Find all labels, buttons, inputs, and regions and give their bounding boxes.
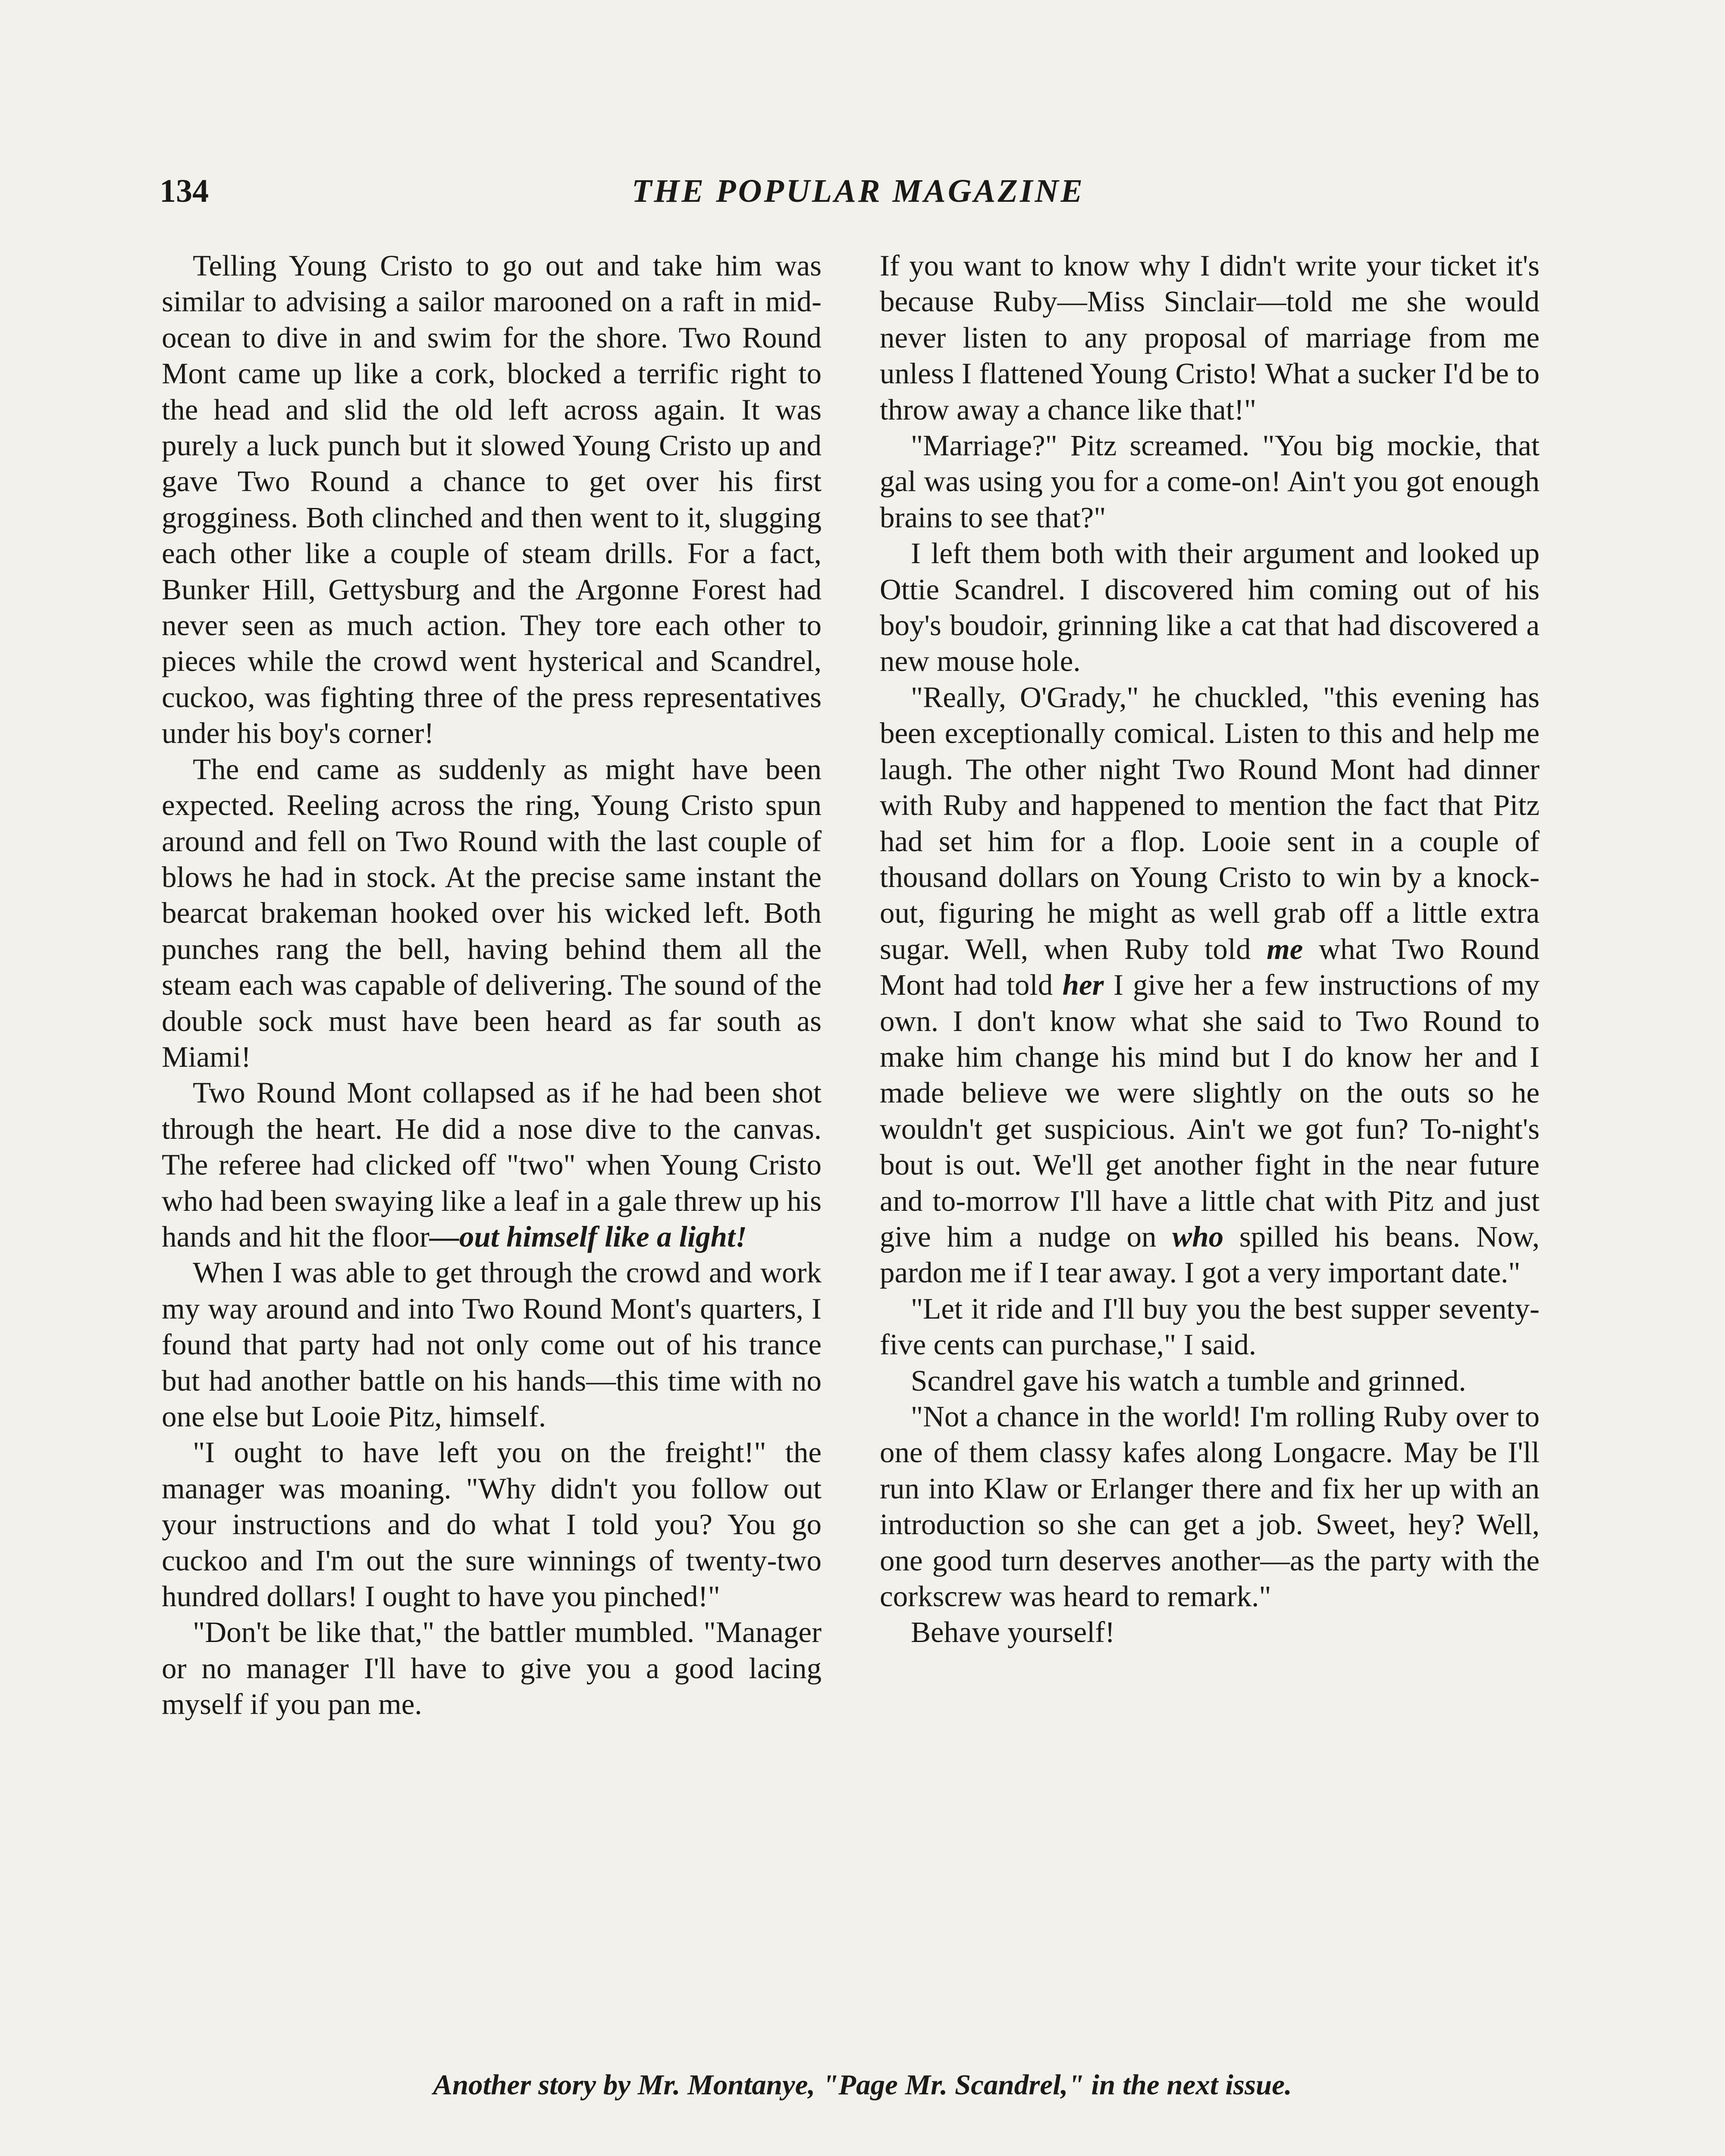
- magazine-title: THE POPULAR MAGAZINE: [631, 173, 1085, 209]
- next-issue-note: Another story by Mr. Montanye, "Page Mr. Scandrel," in the next issue.: [433, 2069, 1292, 2101]
- paragraph: "Marriage?" Pitz screamed. "You big mockie, that gal was using you for a come-on! Ain't you got enough brains to see that?": [880, 429, 1540, 534]
- paragraph-text: "Really, O'Grady," he chuckled, "this evening has been exceptionally comical. Listen to this and help me laugh. The other night Two Round Mont had dinner with Ruby and happened to mention the fact that Pitz had set him for a flop. Looie sent in a couple of thousand dollars on Young Cristo to win by a knock-out, figuring he might as well grab off a little extra sugar. Well, when Ruby told: [880, 680, 1540, 965]
- paragraph-text: I give her a few instructions of my own. I don't know what she said to Two Round to make him change his mind but I do know her and I made believe we were slightly on the outs so he wouldn't get suspicious. Ain't we got fun? To-night's bout is out. We'll get another fight in the near future and to-morrow I'll have a little chat with Pitz and just give him a nudge on: [880, 968, 1540, 1253]
- text-column-left: [162, 248, 822, 1723]
- text-column-right: [880, 248, 1540, 1651]
- paragraph-text: Two Round Mont collapsed as if he had been shot through the heart. He did a nose dive to the canvas. The referee had clicked off "two" when Young Cristo who had been swaying like a leaf in a gale threw up his hands and hit the floor: [162, 1076, 822, 1253]
- paragraph-continued: If you want to know why I didn't write your ticket it's because Ruby—Miss Sinclair—told me she would never listen to any proposal of marriage from me unless I flattened Young Cristo! What a sucker I'd be to throw away a chance like that!": [880, 249, 1540, 426]
- paragraph: "Let it ride and I'll buy you the best supper seventy-five cents can purchase," I said.: [880, 1292, 1540, 1361]
- paragraph: "Don't be like that," the battler mumbled. "Manager or no manager I'll have to give you a good lacing myself if you pan me.: [162, 1616, 822, 1721]
- paragraph: "I ought to have left you on the freight!" the manager was moaning. "Why didn't you follow out your instructions and do what I told you? You go cuckoo and I'm out the sure winnings of twenty-two hundred dollars! I ought to have you pinched!": [162, 1436, 822, 1613]
- italic-phrase: —out himself like a light!: [429, 1220, 747, 1253]
- italic-word: me: [1267, 932, 1303, 965]
- page-header: [160, 167, 1557, 215]
- italic-word: her: [1062, 968, 1104, 1002]
- paragraph: [162, 1075, 822, 1255]
- paragraph: Scandrel gave his watch a tumble and grinned.: [911, 1364, 1466, 1397]
- paragraph: "Not a chance in the world! I'm rolling Ruby over to one of them classy kafes along Longacre. May be I'll run into Klaw or Erlanger there and fix her up with an introduction so she can get a job. Sweet, hey? Well, one good turn deserves another—as the party with the corkscrew was heard to remark.": [880, 1400, 1540, 1613]
- paragraph-text: what Two Round Mont had told: [880, 932, 1540, 1002]
- paragraph: The end came as suddenly as might have been expected. Reeling across the ring, Young Cristo spun around and fell on Two Round with the last couple of blows he had in stock. At the precise same instant the bearcat brakeman hooked over his wicked left. Both punches rang the bell, having behind them all the steam each was capable of delivering. The sound of the double sock must have been heard as far south as Miami!: [162, 752, 822, 1073]
- paragraph: I left them both with their argument and looked up Ottie Scandrel. I discovered him coming out of his boy's boudoir, grinning like a cat that had discovered a new mouse hole.: [880, 537, 1540, 678]
- paragraph: [880, 680, 1540, 1291]
- paragraph: When I was able to get through the crowd and work my way around and into Two Round Mont's quarters, I found that party had not only come out of his trance but had another battle on his hands—this time with no one else but Looie Pitz, himself.: [162, 1256, 822, 1433]
- paragraph: Telling Young Cristo to go out and take him was similar to advising a sailor marooned on a raft in mid-ocean to dive in and swim for the shore. Two Round Mont came up like a cork, blocked a terrific right to the head and slid the old left across again. It was purely a luck punch but it slowed Young Cristo up and gave Two Round a chance to get over his first grogginess. Both clinched and then went to it, slugging each other like a couple of steam drills. For a fact, Bunker Hill, Gettysburg and the Argonne Forest had never seen as much action. They tore each other to pieces while the crowd went hysterical and Scandrel, cuckoo, was fighting three of the press representatives under his boy's corner!: [162, 249, 822, 750]
- italic-word: who: [1172, 1220, 1224, 1253]
- paragraph-text: spilled his beans. Now, pardon me if I tear away. I got a very important date.": [880, 1220, 1540, 1289]
- paragraph: Behave yourself!: [911, 1616, 1115, 1649]
- page-number: 134: [160, 173, 209, 209]
